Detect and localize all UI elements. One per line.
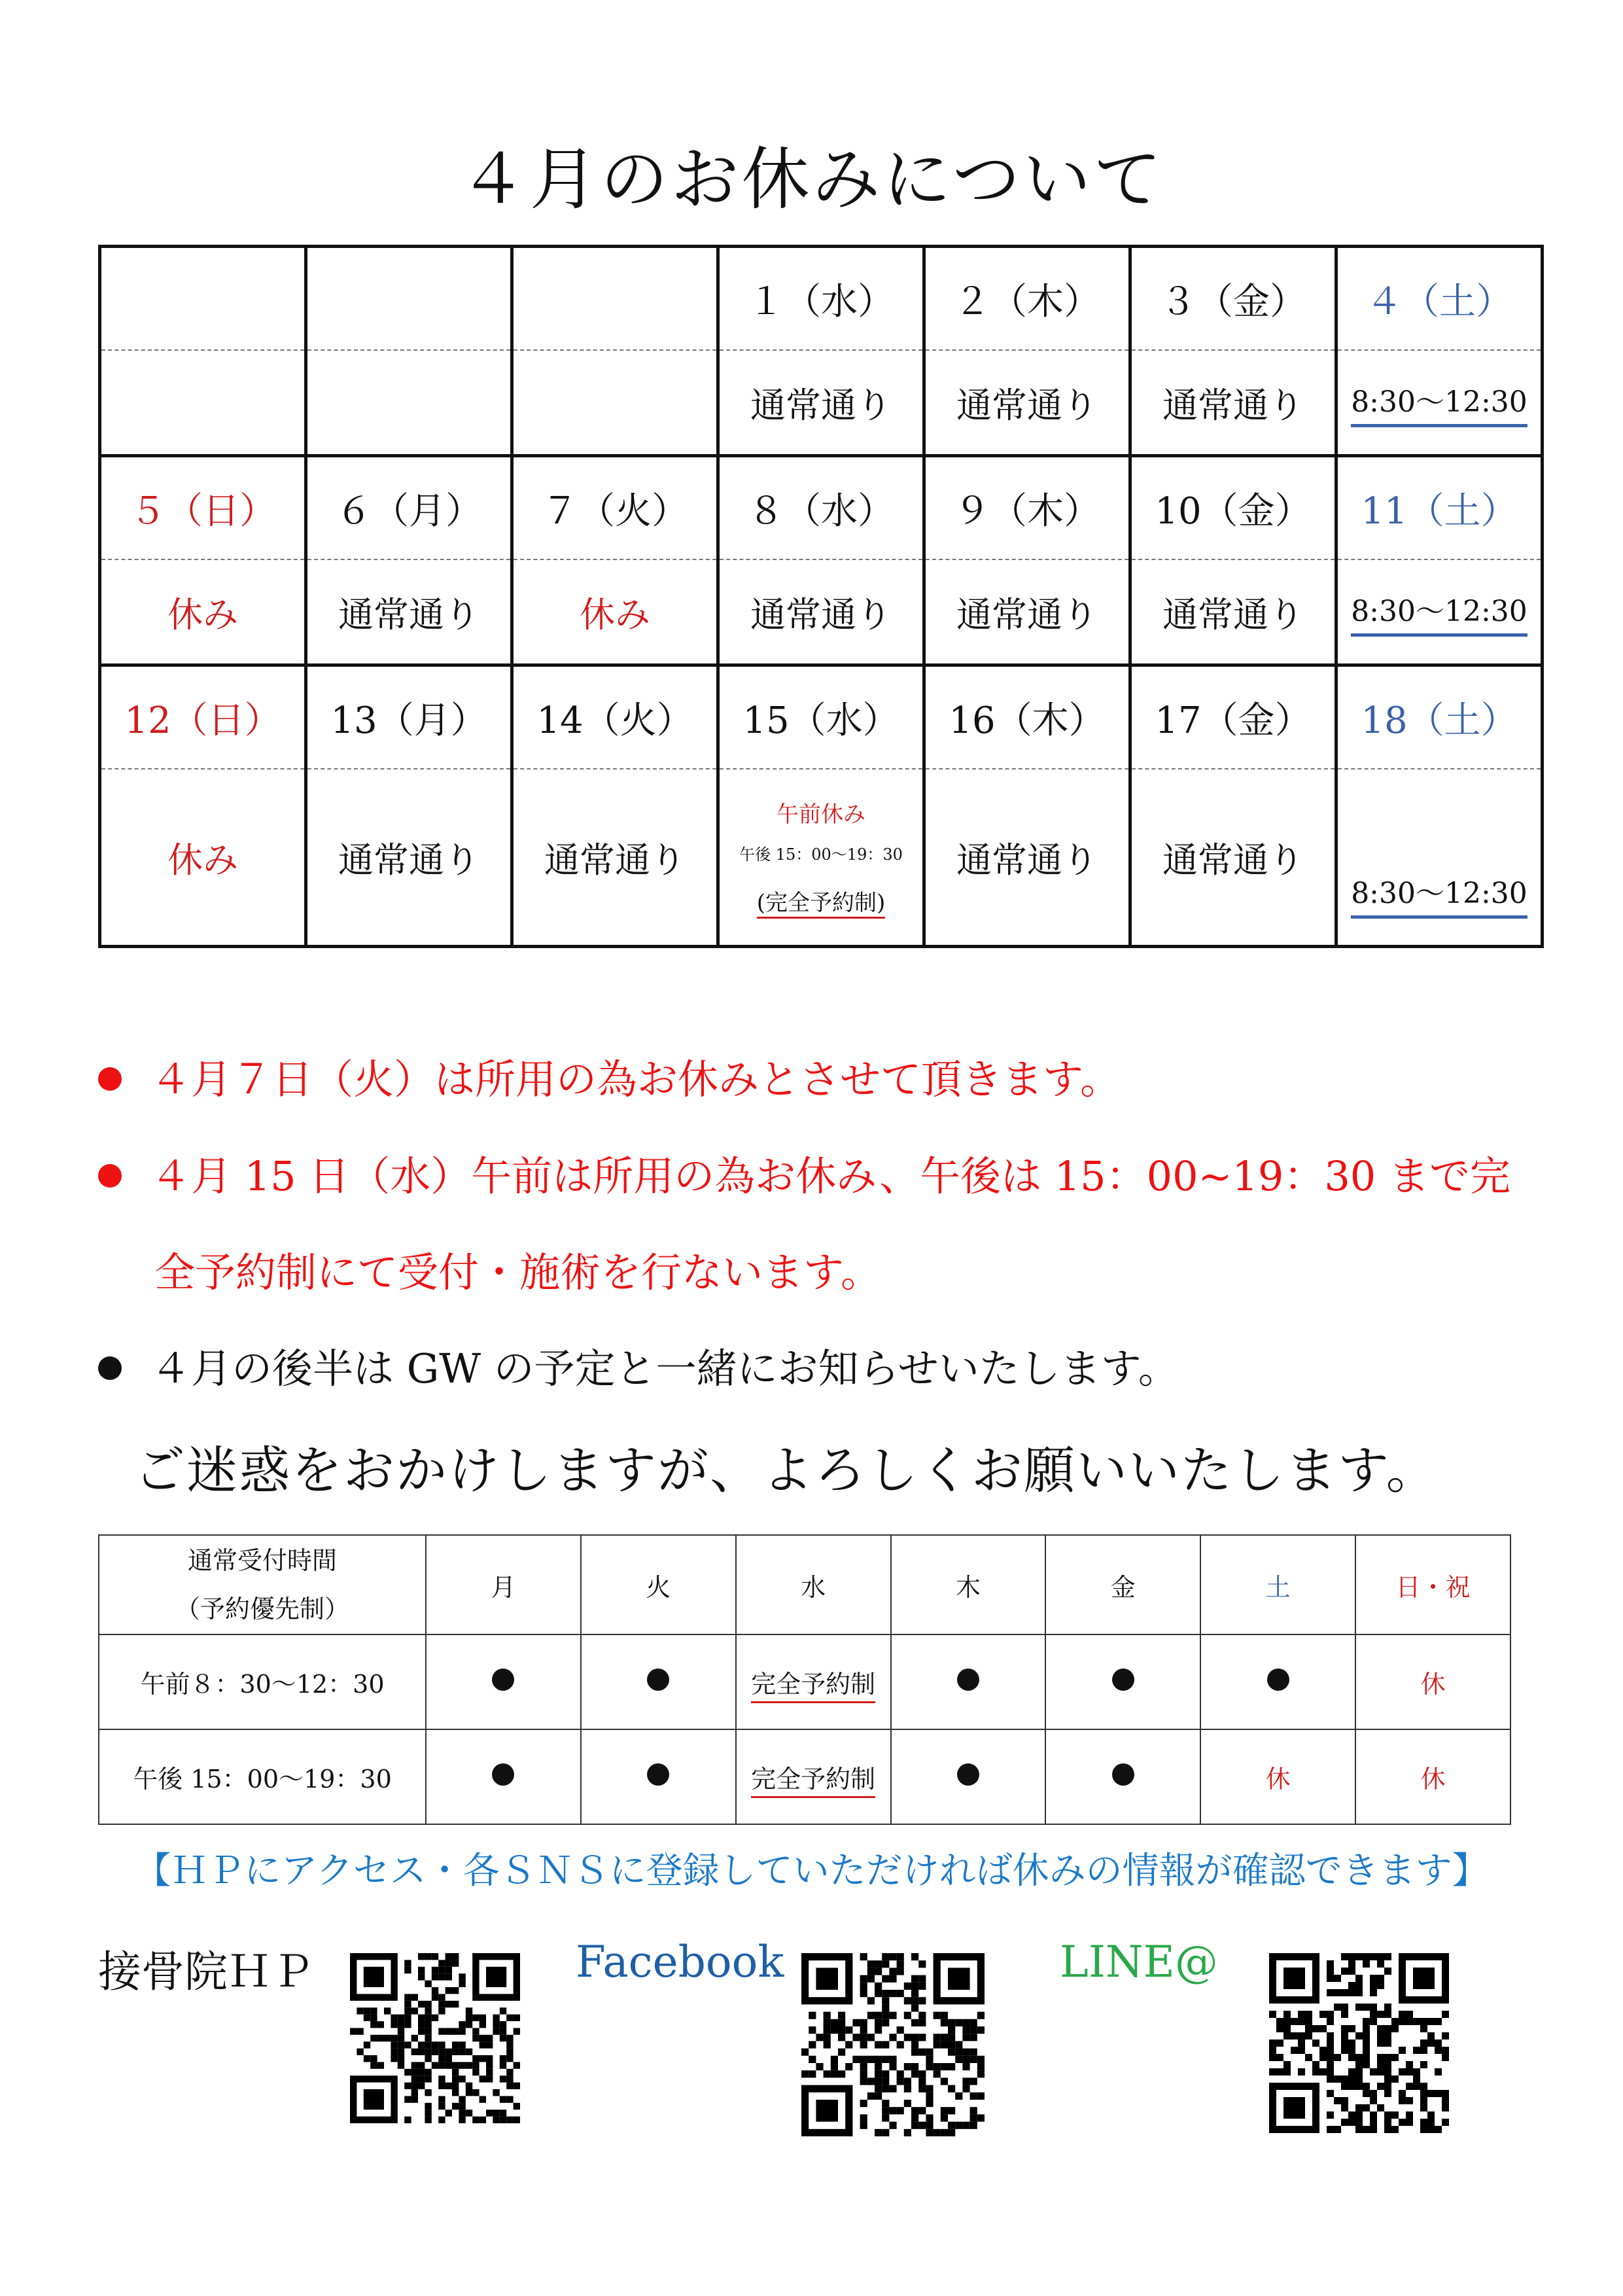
- hours-header-label: [99, 1535, 426, 1634]
- calendar-status: 通常通り: [924, 350, 1130, 456]
- note-text: ４月 15 日（水）午前は所用の為お休み、午後は 15：00~19：30 まで完: [150, 1152, 1510, 1200]
- hours-cell: [581, 1729, 736, 1824]
- hours-header-line-1: 通常受付時間: [187, 1546, 337, 1575]
- saturday-hours: 8:30～12:30: [1351, 588, 1527, 637]
- hours-day-header-holiday: 日・祝: [1355, 1535, 1510, 1634]
- calendar-status: 通常通り: [306, 559, 512, 665]
- hours-day-header: 火: [581, 1535, 736, 1634]
- calendar-day: 13（月）: [306, 665, 512, 769]
- hours-day-header: 月: [426, 1535, 581, 1634]
- calendar-day: [306, 247, 512, 351]
- calendar-day: ８（水）: [718, 456, 924, 560]
- open-mark-icon: [957, 1669, 979, 1691]
- line-qr-code-icon[interactable]: [1269, 1953, 1449, 2133]
- note-1: [98, 1047, 1563, 1105]
- hours-row-afternoon: [99, 1729, 1510, 1824]
- calendar-day: ３（金）: [1130, 247, 1336, 351]
- calendar-day: [512, 247, 718, 351]
- calendar-status-special: [718, 769, 924, 947]
- hours-cell: [1045, 1729, 1200, 1824]
- calendar-status: 通常通り: [1130, 769, 1336, 947]
- calendar-status: 通常通り: [1130, 350, 1336, 456]
- note-text: ４月の後半は GW の予定と一緒にお知らせいたします。: [150, 1345, 1179, 1392]
- hours-cell-closed: 休: [1355, 1634, 1510, 1729]
- calendar-week-2-status: [100, 559, 1543, 665]
- open-mark-icon: [492, 1763, 514, 1786]
- hours-row-label: 午前８：30～12：30: [99, 1634, 426, 1729]
- calendar-status: 通常通り: [924, 559, 1130, 665]
- open-mark-icon: [1267, 1669, 1289, 1691]
- calendar-status: 通常通り: [512, 769, 718, 947]
- calendar-day-saturday: 18（土）: [1336, 665, 1543, 769]
- calendar-status-saturday: [1336, 559, 1543, 665]
- calendar-status-closed: 休み: [512, 559, 718, 665]
- calendar-status-saturday: [1336, 769, 1543, 947]
- saturday-hours: 8:30～12:30: [1351, 378, 1527, 427]
- clinic-hp-label: 接骨院ＨＰ: [98, 1947, 314, 1997]
- calendar-day-saturday: ４（土）: [1336, 247, 1543, 351]
- calendar-day: ２（木）: [924, 247, 1130, 351]
- hours-header-row: [99, 1535, 1510, 1634]
- hours-cell: [581, 1634, 736, 1729]
- calendar-week-1-days: [100, 247, 1543, 351]
- bullet-icon: [98, 1067, 122, 1091]
- hours-cell: [1200, 1634, 1355, 1729]
- hours-cell: [736, 1634, 891, 1729]
- note-2-continued: 全予約制にて受付・施術を行ないます。: [154, 1248, 882, 1296]
- calendar-status: [100, 350, 306, 456]
- calendar-day: [100, 247, 306, 351]
- open-mark-icon: [957, 1763, 979, 1786]
- calendar-day: ９（木）: [924, 456, 1130, 560]
- hours-cell: [736, 1729, 891, 1824]
- sns-info-text: 【ＨＰにアクセス・各ＳＮＳに登録していただければ休みの情報が確認できます】: [134, 1850, 1489, 1892]
- hours-cell-closed: 休: [1355, 1729, 1510, 1824]
- hours-day-header: 金: [1045, 1535, 1200, 1634]
- calendar-day: 17（金）: [1130, 665, 1336, 769]
- afternoon-hours-label: 午後 15：00～19：30: [739, 845, 903, 864]
- open-mark-icon: [1112, 1669, 1134, 1691]
- note-text: ４月７日（火）は所用の為お休みとさせて頂きます。: [150, 1055, 1121, 1103]
- calendar-status-closed: 休み: [100, 559, 306, 665]
- reservation-only-label: (完全予約制): [757, 885, 886, 919]
- saturday-hours: 8:30～12:30: [1351, 870, 1527, 919]
- bullet-icon: [98, 1356, 122, 1380]
- bullet-icon: [98, 1164, 122, 1188]
- note-3: [98, 1336, 1563, 1394]
- calendar-status: 通常通り: [718, 559, 924, 665]
- calendar-day: 15（水）: [718, 665, 924, 769]
- facebook-label: Facebook: [576, 1937, 784, 1987]
- hours-cell: [1045, 1634, 1200, 1729]
- hours-cell: [426, 1634, 581, 1729]
- hours-header-line-2: （予約優先制）: [175, 1595, 349, 1623]
- apology-text: ご迷惑をおかけしますが、よろしくお願いいたします。: [134, 1441, 1439, 1500]
- open-mark-icon: [647, 1763, 669, 1786]
- calendar-day-saturday: 11（土）: [1336, 456, 1543, 560]
- calendar-week-2-days: [100, 456, 1543, 560]
- reservation-only-label: 完全予約制: [751, 1765, 875, 1798]
- note-2: [98, 1144, 1563, 1202]
- calendar-day: １（水）: [718, 247, 924, 351]
- calendar-status-saturday: [1336, 350, 1543, 456]
- hours-cell-closed: 休: [1200, 1729, 1355, 1824]
- business-hours-table: [98, 1534, 1511, 1825]
- calendar-day: 14（火）: [512, 665, 718, 769]
- calendar-week-3-days: [100, 665, 1543, 769]
- hours-row-label: 午後 15：00～19：30: [99, 1729, 426, 1824]
- page-title: ４月のお休みについて: [459, 139, 1164, 219]
- calendar-day: 10（金）: [1130, 456, 1336, 560]
- hours-row-morning: [99, 1634, 1510, 1729]
- hours-cell: [891, 1729, 1046, 1824]
- hours-day-header: 水: [736, 1535, 891, 1634]
- calendar-status: 通常通り: [1130, 559, 1336, 665]
- calendar-status: [512, 350, 718, 456]
- hp-qr-code-icon[interactable]: [350, 1953, 520, 2123]
- calendar-status: [306, 350, 512, 456]
- calendar-status-closed: 休み: [100, 769, 306, 947]
- calendar-week-1-status: [100, 350, 1543, 456]
- calendar-day: ６（月）: [306, 456, 512, 560]
- morning-closed-label: 午前休み: [777, 801, 865, 828]
- reservation-only-label: 完全予約制: [751, 1670, 875, 1703]
- calendar-status: 通常通り: [306, 769, 512, 947]
- hours-day-header-saturday: 土: [1200, 1535, 1355, 1634]
- open-mark-icon: [1112, 1763, 1134, 1786]
- open-mark-icon: [647, 1669, 669, 1691]
- calendar-week-3-status: [100, 769, 1543, 947]
- hours-cell: [891, 1634, 1046, 1729]
- calendar-day: ７（火）: [512, 456, 718, 560]
- calendar-status: 通常通り: [924, 769, 1130, 947]
- calendar-status: 通常通り: [718, 350, 924, 456]
- calendar-day: 16（木）: [924, 665, 1130, 769]
- april-calendar: [98, 245, 1544, 948]
- hours-cell: [426, 1729, 581, 1824]
- hours-day-header: 木: [891, 1535, 1046, 1634]
- facebook-qr-code-icon[interactable]: [801, 1953, 985, 2136]
- calendar-day-sunday: ５（日）: [100, 456, 306, 560]
- calendar-day-sunday: 12（日）: [100, 665, 306, 769]
- open-mark-icon: [492, 1669, 514, 1691]
- line-label: LINE@: [1060, 1937, 1218, 1987]
